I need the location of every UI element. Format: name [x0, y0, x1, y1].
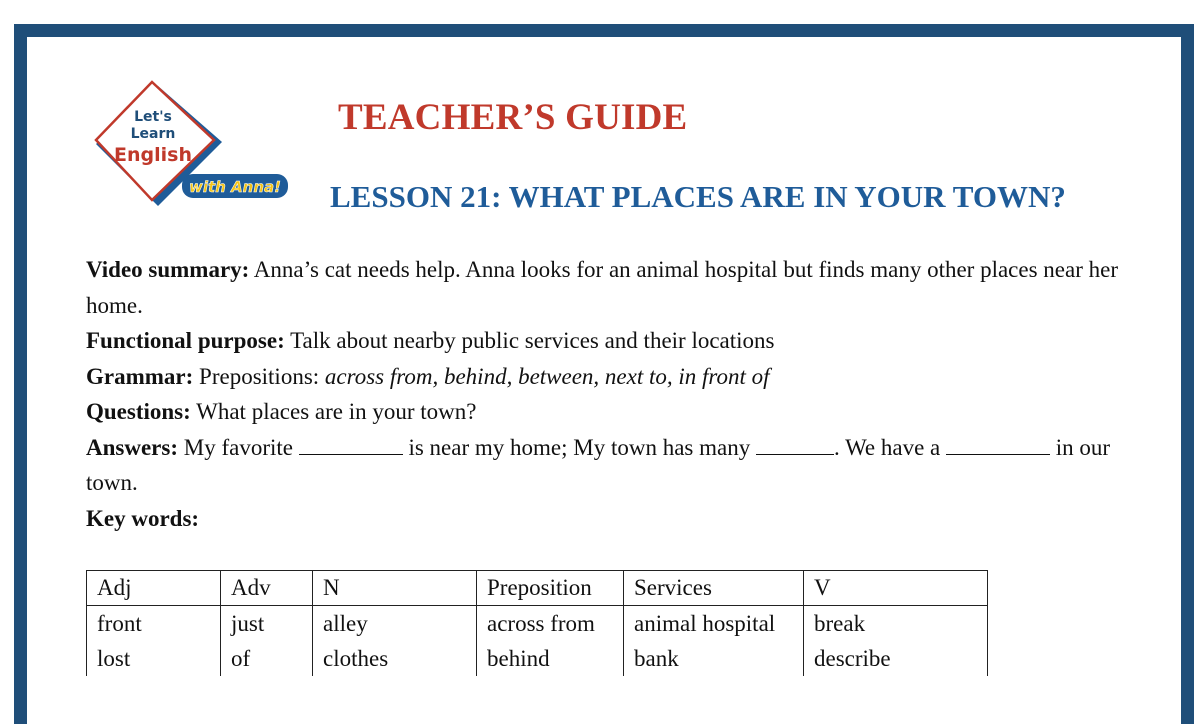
table-cell: of — [221, 641, 313, 676]
questions-label: Questions: — [86, 399, 191, 424]
column-header-adj: Adj — [87, 571, 221, 606]
key-words — [86, 501, 1131, 537]
answers — [86, 430, 1131, 501]
table-cell: animal hospital — [624, 606, 804, 642]
lets-learn-english-logo — [90, 78, 290, 213]
column-header-n: N — [313, 571, 477, 606]
column-header-v: V — [804, 571, 988, 606]
answers-label: Answers: — [86, 434, 178, 460]
video-summary-text: Anna’s cat needs help. Anna looks for an animal hospital but finds many other places near her home. — [86, 257, 1118, 318]
answers-text-3: . We have a — [833, 434, 947, 460]
table-cell: lost — [87, 641, 221, 676]
table-cell: across from — [477, 606, 624, 642]
table-cell: front — [87, 606, 221, 642]
questions — [86, 394, 1131, 430]
page-title: TEACHER’S GUIDE — [338, 97, 688, 138]
column-header-services: Services — [624, 571, 804, 606]
answers-text-4: in our town. — [86, 434, 1111, 495]
table-cell: alley — [313, 606, 477, 642]
grammar-label: Grammar: — [86, 363, 194, 389]
video-summary-label: Video summary: — [86, 257, 250, 282]
answers-text-1: My favorite — [178, 434, 299, 460]
answers-text-2: is near my home; My town has many — [402, 434, 756, 460]
table-cell: break — [804, 606, 988, 642]
logo-text-lets: Let's — [134, 109, 172, 125]
lesson-summary — [86, 252, 1131, 536]
table-cell: just — [221, 606, 313, 642]
answer-blank-2 — [756, 432, 834, 455]
grammar-prepositions: across from, behind, between, next to, in front of — [324, 363, 770, 389]
questions-text: What places are in your town? — [190, 399, 477, 424]
logo-text-with-anna: with Anna! — [189, 178, 281, 196]
logo-text-english: English — [114, 144, 192, 166]
table-row — [87, 606, 988, 642]
table-cell: clothes — [313, 641, 477, 676]
functional-purpose-label: Functional purpose: — [86, 328, 285, 353]
key-words-table — [86, 570, 988, 676]
column-header-preposition: Preposition — [477, 571, 624, 606]
video-summary — [86, 252, 1131, 323]
logo-text-learn: Learn — [130, 126, 176, 142]
answer-blank-1 — [299, 432, 403, 455]
table-row — [87, 641, 988, 676]
functional-purpose-text: Talk about nearby public services and their locations — [284, 328, 775, 353]
functional-purpose — [86, 323, 1131, 359]
grammar — [86, 359, 1131, 395]
table-cell: describe — [804, 641, 988, 676]
lesson-title: LESSON 21: WHAT PLACES ARE IN YOUR TOWN? — [330, 179, 1066, 214]
key-words-label: Key words: — [86, 505, 200, 531]
answer-blank-3 — [946, 432, 1050, 455]
grammar-text: Prepositions: — [193, 363, 325, 389]
column-header-adv: Adv — [221, 571, 313, 606]
table-cell: bank — [624, 641, 804, 676]
table-cell: behind — [477, 641, 624, 676]
table-header-row — [87, 571, 988, 606]
